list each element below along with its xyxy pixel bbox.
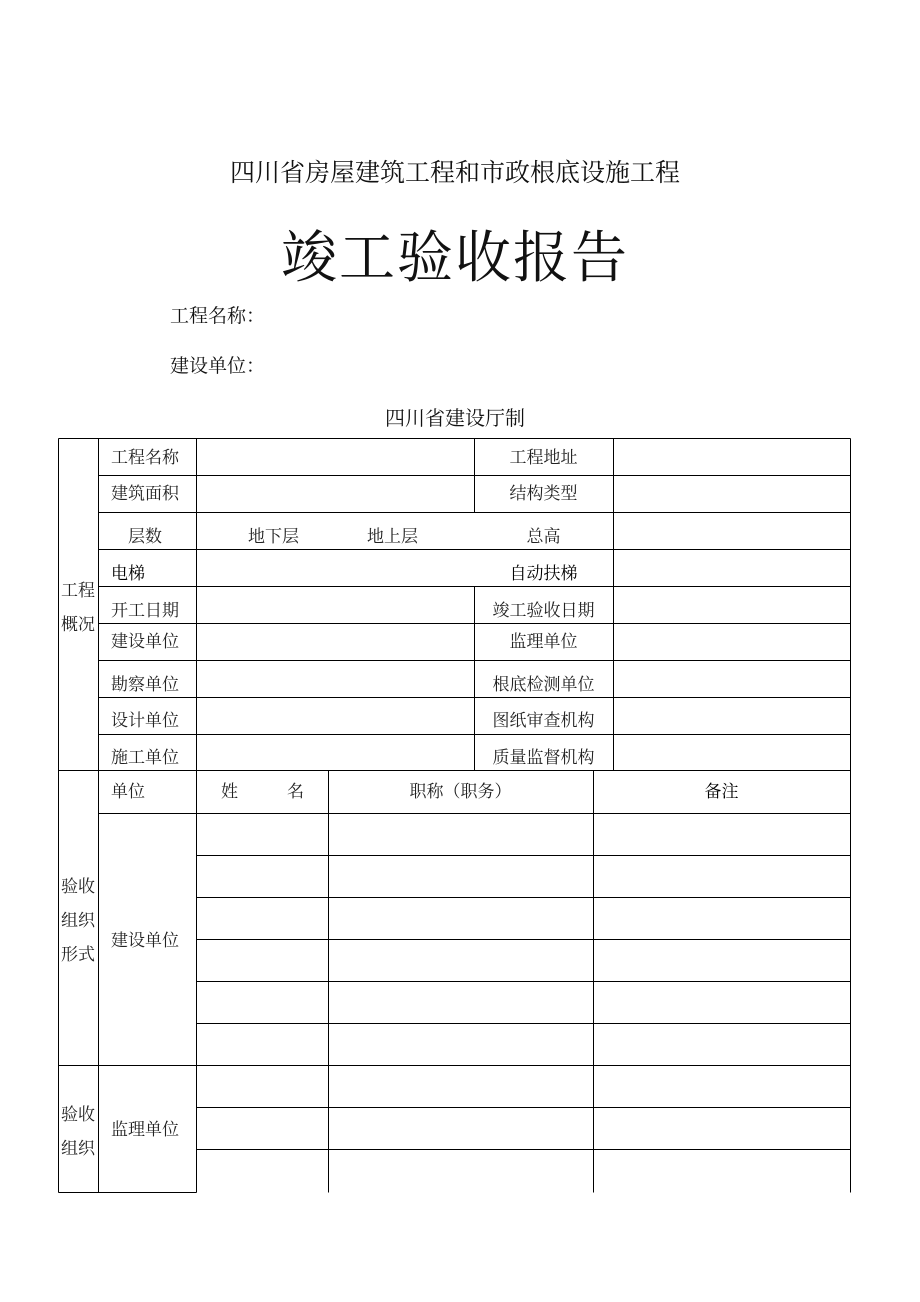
supervisor-unit-group-label: 监理单位	[111, 1120, 179, 1140]
label-structure-type: 结构类型	[509, 484, 578, 504]
label-elevator: 电梯	[111, 564, 145, 584]
label-aboveground-floors: 地上层	[367, 527, 418, 547]
overview-label-line2: 概况	[61, 615, 95, 635]
acceptance-label-line3: 形式	[61, 945, 95, 965]
acceptance2-label-line2: 组织	[61, 1139, 95, 1159]
acceptance-label-line2: 组织	[61, 911, 95, 931]
label-project-name: 工程名称	[111, 448, 179, 468]
report-title: 竣工验收报告	[281, 226, 629, 291]
issuer-label: 四川省建设厅制	[385, 406, 525, 430]
label-escalator: 自动扶梯	[509, 564, 578, 584]
header-name-part1: 姓	[221, 782, 238, 802]
label-builder-unit: 建设单位	[111, 632, 179, 652]
label-foundation-test-unit: 根底检测单位	[492, 675, 595, 695]
header-notes: 备注	[704, 782, 739, 802]
label-design-unit: 设计单位	[111, 711, 179, 731]
label-survey-unit: 勘察单位	[111, 675, 179, 695]
acceptance-label-line1: 验收	[61, 877, 95, 897]
label-supervisor-unit: 监理单位	[509, 632, 578, 652]
header-unit: 单位	[111, 782, 145, 802]
label-total-height: 总高	[526, 527, 561, 547]
label-completion-date: 竣工验收日期	[492, 601, 595, 621]
label-floors: 层数	[128, 527, 162, 547]
label-construction-unit: 施工单位	[111, 748, 179, 768]
label-underground-floors: 地下层	[248, 527, 299, 547]
label-building-area: 建筑面积	[111, 484, 179, 504]
builder-unit-group-label: 建设单位	[111, 931, 179, 951]
builder-label: 建设单位：	[170, 355, 266, 377]
report-subtitle: 四川省房屋建筑工程和市政根底设施工程	[229, 158, 680, 187]
label-quality-supervision-agency: 质量监督机构	[492, 748, 595, 768]
overview-label-line1: 工程	[61, 581, 95, 601]
label-project-address: 工程地址	[509, 448, 578, 468]
label-start-date: 开工日期	[111, 601, 179, 621]
overview-section-label	[61, 574, 95, 642]
acceptance2-section-label	[61, 1098, 95, 1166]
acceptance2-label-line1: 验收	[61, 1105, 95, 1125]
header-name-part2: 名	[287, 782, 304, 802]
label-drawing-review-agency: 图纸审查机构	[492, 711, 595, 731]
project-name-label: 工程名称：	[170, 305, 266, 327]
header-title-position: 职称（职务）	[409, 782, 512, 802]
acceptance-section-label	[61, 870, 95, 972]
